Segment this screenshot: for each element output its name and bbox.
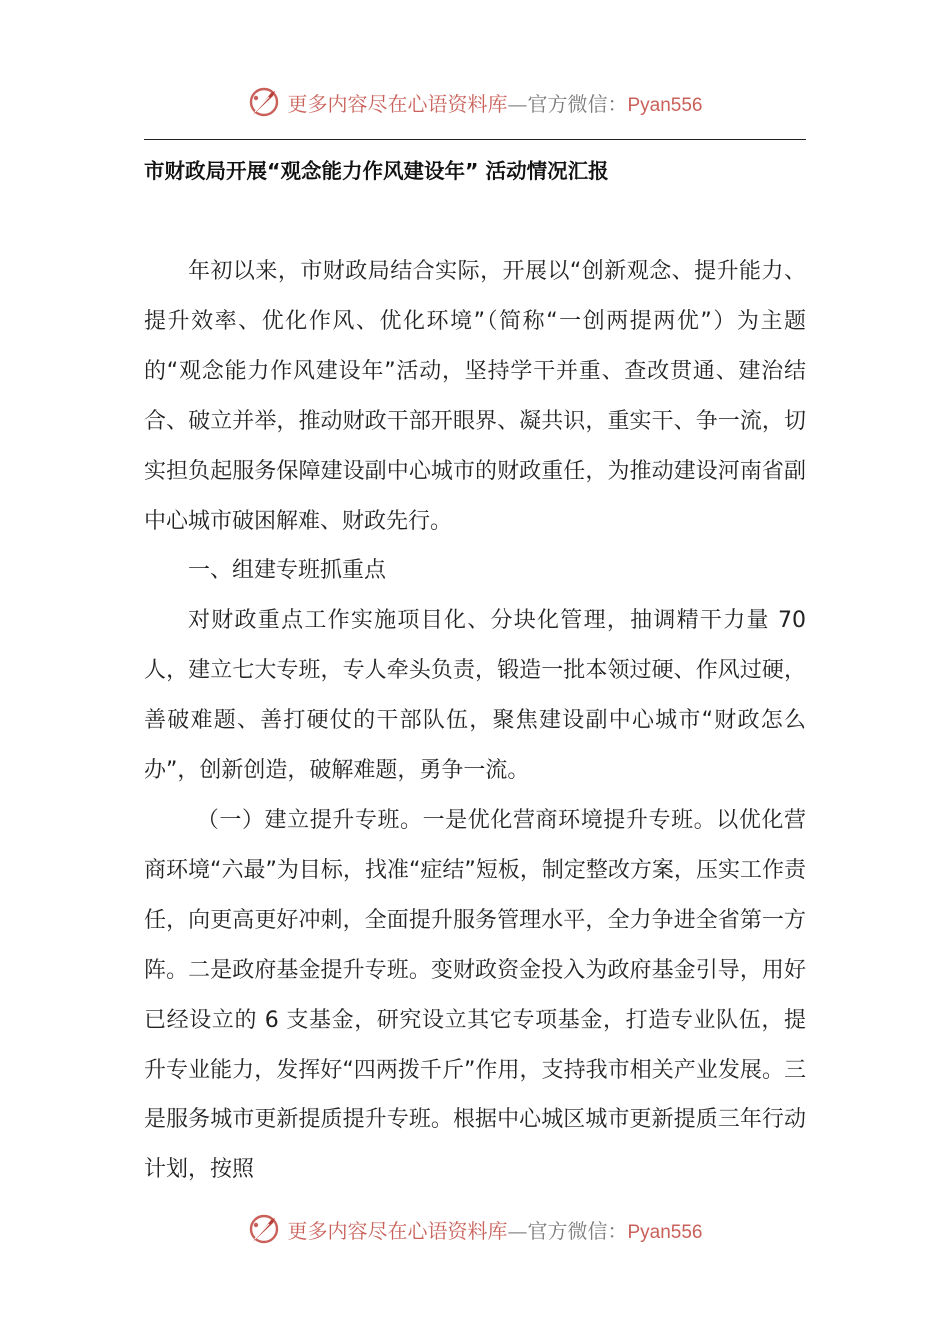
banner-dash: —	[507, 1218, 528, 1243]
paragraph-section-1: 对财政重点工作实施项目化、分块化管理，抽调精干力量 70 人，建立七大专班，专人牵头负责，锻造一批本领过硬、作风过硬，善破难题、善打硬仗的干部队伍，聚焦建设副中心城市“财政怎么办”，创新创造，破解难题，勇争一流。	[144, 608, 806, 784]
header-divider	[144, 139, 806, 140]
wechat-label: 官方微信：	[527, 91, 628, 116]
document-title: 市财政局开展“观念能力作风建设年” 活动情况汇报	[144, 159, 609, 183]
footer-watermark-banner	[0, 1209, 950, 1249]
wechat-id: Pyan556	[627, 1221, 703, 1243]
document-body	[144, 247, 806, 1195]
wechat-label: 官方微信：	[527, 1218, 628, 1243]
paragraph-intro: 年初以来，市财政局结合实际，开展以“创新观念、提升能力、提升效率、优化作风、优化环境”（简称“一创两提两优”）为主题的“观念能力作风建设年”活动，坚持学干并重、查改贯通、建治结合、破立并举，推动财政干部开眼界、凝共识，重实干、争一流，切实担负起服务保障建设副中心城市的财政重任，为推动建设河南省副中心城市破困解难、财政先行。	[144, 259, 806, 534]
banner-text: 更多内容尽在心语资料库	[287, 1218, 508, 1243]
quill-pen-icon	[247, 1212, 281, 1246]
banner-text: 更多内容尽在心语资料库	[287, 91, 508, 116]
section-heading: 一、组建专班抓重点	[188, 558, 387, 584]
quill-pen-icon	[247, 85, 281, 119]
banner-dash: —	[507, 91, 528, 116]
wechat-id: Pyan556	[627, 94, 703, 116]
header-watermark-banner	[0, 82, 950, 122]
paragraph-subsection-1: （一）建立提升专班。一是优化营商环境提升专班。以优化营商环境“六最”为目标，找准“症结”短板，制定整改方案，压实工作责任，向更高更好冲刺，全面提升服务管理水平，全力争进全省第一方阵。二是政府基金提升专班。变财政资金投入为政府基金引导，用好已经设立的 6 支基金，研究设立其它专项基金，打造专业队伍，提升专业能力，发挥好“四两拨千斤”作用，支持我市相关产业发展。三是服务城市更新提质提升专班。根据中心城区城市更新提质三年行动计划，按照	[144, 807, 806, 1183]
